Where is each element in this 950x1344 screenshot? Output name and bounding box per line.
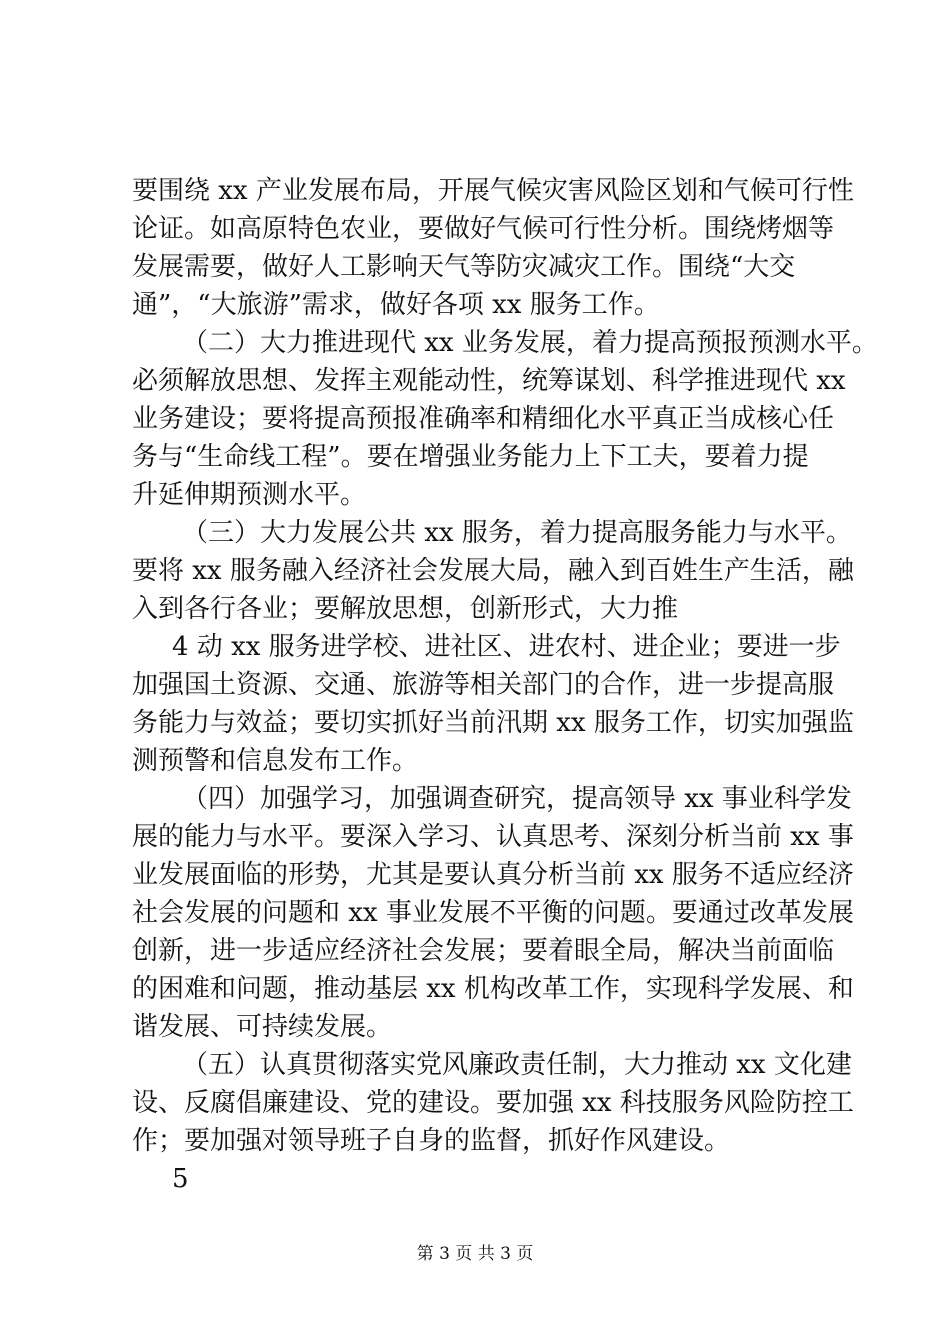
body-line: 加强国土资源、交通、旅游等相关部门的合作，进一步提高服 xyxy=(132,670,835,700)
body-line: 谐发展、可持续发展。 xyxy=(132,1012,393,1042)
section-heading-line: （四）加强学习，加强调查研究，提高领导 xx 事业科学发 xyxy=(182,784,852,814)
section-heading-line: （三）大力发展公共 xx 服务，着力提高服务能力与水平。 xyxy=(182,518,852,548)
body-line: 升延伸期预测水平。 xyxy=(132,480,367,510)
page-footer: 第 3 页 共 3 页 xyxy=(416,1244,534,1264)
body-line: 4 动 xx 服务进学校、进社区、进农村、进企业；要进一步 xyxy=(172,632,841,662)
body-line: 社会发展的问题和 xx 事业发展不平衡的问题。要通过改革发展 xyxy=(132,898,854,928)
body-line: 论证。如高原特色农业，要做好气候可行性分析。围绕烤烟等 xyxy=(132,214,835,244)
body-line: 要将 xx 服务融入经济社会发展大局，融入到百姓生产生活，融 xyxy=(132,556,854,586)
body-line: 必须解放思想、发挥主观能动性，统筹谋划、科学推进现代 xx xyxy=(132,366,846,396)
stray-page-number: 5 xyxy=(172,1164,189,1194)
body-line: 发展需要，做好人工影响天气等防灾减灾工作。围绕“大交 xyxy=(132,252,796,282)
body-line: 设、反腐倡廉建设、党的建设。要加强 xx 科技服务风险防控工 xyxy=(132,1088,854,1118)
body-line: 通”，“大旅游”需求，做好各项 xx 服务工作。 xyxy=(132,290,660,320)
body-line: 作；要加强对领导班子自身的监督，抓好作风建设。 xyxy=(132,1126,731,1156)
body-line: 务能力与效益；要切实抓好当前汛期 xx 服务工作，切实加强监 xyxy=(132,708,854,738)
body-line: 测预警和信息发布工作。 xyxy=(132,746,419,776)
body-line: 入到各行各业；要解放思想，创新形式，大力推 xyxy=(132,594,679,624)
body-line: 要围绕 xx 产业发展布局，开展气候灾害风险区划和气候可行性 xyxy=(132,176,854,206)
body-line: 务与“生命线工程”。要在增强业务能力上下工夫，要着力提 xyxy=(132,442,809,472)
body-line: 业发展面临的形势，尤其是要认真分析当前 xx 服务不适应经济 xyxy=(132,860,854,890)
body-line: 展的能力与水平。要深入学习、认真思考、深刻分析当前 xx 事 xyxy=(132,822,854,852)
body-line: 创新，进一步适应经济社会发展；要着眼全局，解决当前面临 xyxy=(132,936,835,966)
section-heading-line: （五）认真贯彻落实党风廉政责任制，大力推动 xx 文化建 xyxy=(182,1050,852,1080)
section-heading-line: （二）大力推进现代 xx 业务发展，着力提高预报预测水平。 xyxy=(182,328,878,358)
body-line: 业务建设；要将提高预报准确率和精细化水平真正当成核心任 xyxy=(132,404,835,434)
body-line: 的困难和问题，推动基层 xx 机构改革工作，实现科学发展、和 xyxy=(132,974,854,1004)
